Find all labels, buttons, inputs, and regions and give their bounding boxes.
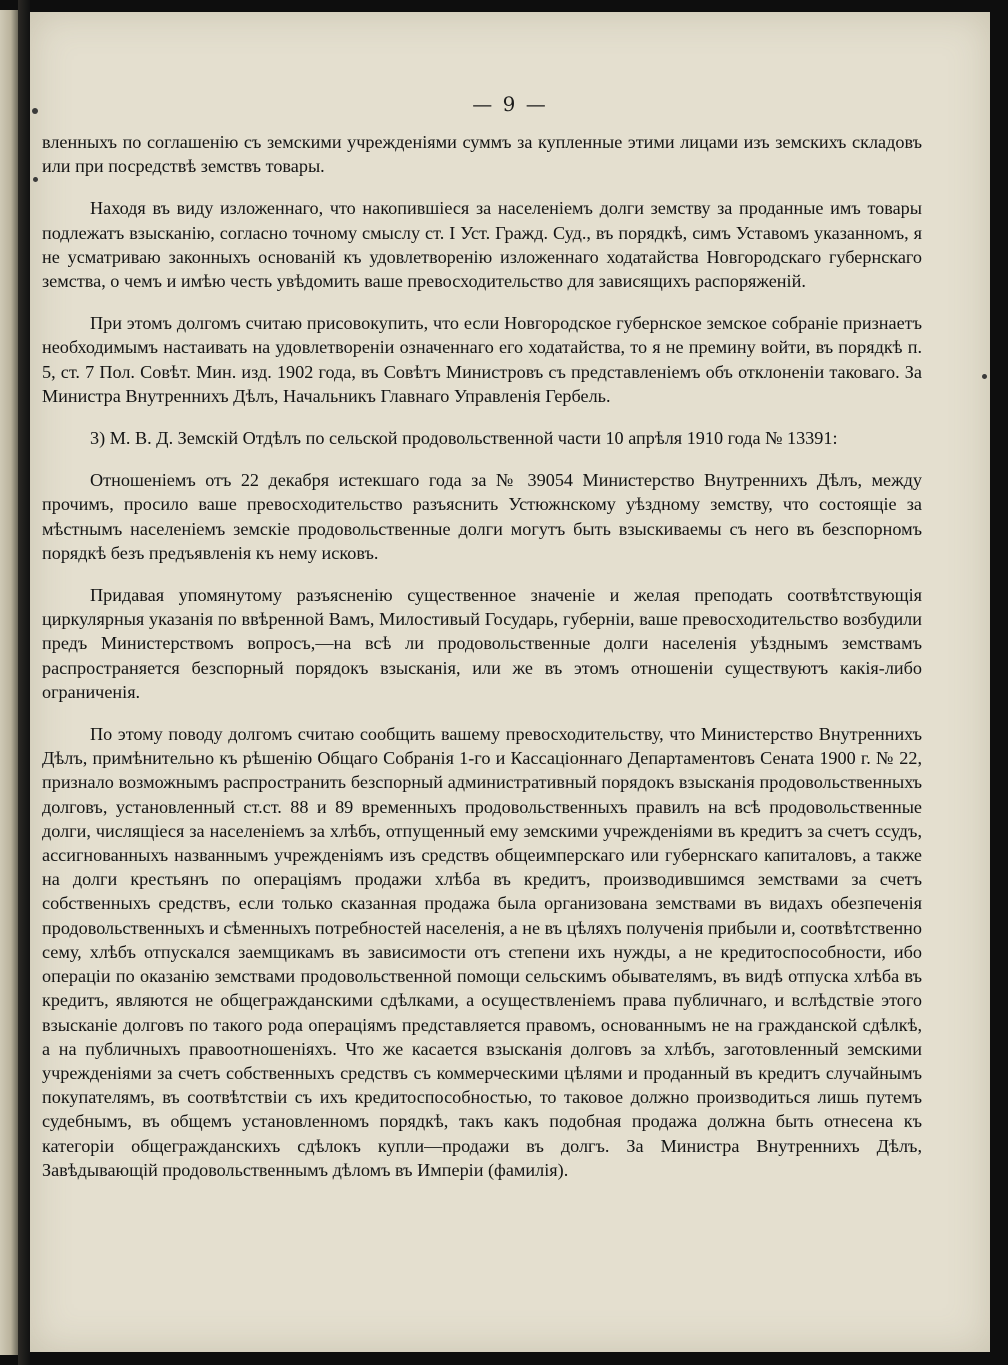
paragraph: Находя въ виду изложеннаго, что накопившіеся за населеніемъ долги земству за проданные имъ товары подлежатъ взысканію, согласно точному смыслу ст. I Уст. Гражд. Суд., въ порядкѣ, симъ Уставомъ указанномъ, я не усматриваю законныхъ основаній къ удовлетворенію изложеннаго ходатайства Новгородскаго губернскаго земства, о чемъ и имѣю честь увѣдомить ваше превосходительство для зависящихъ распоряженій.	[42, 198, 922, 292]
book-gutter	[18, 0, 30, 1365]
paragraph: Придавая упомянутому разъясненію существенное значеніе и желая преподать соотвѣтствующія циркулярныя указанія по ввѣренной Вамъ, Милостивый Государь, губерніи, ваше превосходительство возбудили предъ Министерствомъ вопросъ,—на всѣ ли продовольственные долги населенія уѣзднымъ земствамъ распространяется безспорный порядокъ взысканія, или же въ этомъ отношеніи существуютъ какія-либо ограниченія.	[42, 585, 922, 702]
paragraph: При этомъ долгомъ считаю присовокупить, что если Новгородское губернское земское собраніе признаетъ необходимымъ настаивать на удовлетвореніи означеннаго его ходатайства, то я не премину войти, въ порядкѣ п. 5, ст. 7 Пол. Совѣт. Мин. изд. 1902 года, въ Совѣтъ Министровъ съ представленіемъ объ отклоненіи таковаго. За Министра Внутреннихъ Дѣлъ, Начальникъ Главнаго Управленія Гербель.	[42, 313, 922, 406]
paragraph: Отношеніемъ отъ 22 декабря истекшаго года за № 39054 Министерство Внутреннихъ Дѣлъ, между прочимъ, просило ваше превосходительство разъяснить Устюжнскому уѣздному земству, что состоящіе за мѣстнымъ населеніемъ земскіе продовольственные долги могутъ быть взыскиваемы съ него въ безспорномъ порядкѣ безъ предъявленія къ нему исковъ.	[42, 470, 922, 563]
margin-dot-mark	[33, 177, 38, 182]
margin-dot-mark	[982, 374, 987, 379]
previous-page-edge	[0, 10, 18, 1355]
page-number: — 9 —	[472, 92, 548, 116]
document-page	[30, 12, 990, 1352]
paragraph: По этому поводу долгомъ считаю сообщить вашему превосходительству, что Министерство Внутреннихъ Дѣлъ, примѣнительно къ рѣшенію Общаго Собранія 1-го и Кассаціоннаго Департаментовъ Сената 1900 г. № 22, признало возможнымъ распространить безспорный административный порядокъ взысканія продовольственныхъ долговъ, установленный ст.ст. 88 и 89 временныхъ продовольственныхъ правилъ на всѣ продовольственные долги, числящіеся за населеніемъ за хлѣбъ, отпущенный ему земскими учрежденіями въ кредитъ за счетъ ссудъ, ассигнованныхъ названнымъ учрежденіямъ изъ средствъ общеимперскаго или губернскаго капиталовъ, а также на долги крестьянъ по операціямъ продажи хлѣба въ кредитъ, производившимся земствами за счетъ собственныхъ средствъ, если только сказанная продажа была организована земствами въ видахъ обезпеченія продовольственныхъ и сѣменныхъ потребностей населенія, а не въ цѣляхъ полученія прибыли и, соотвѣтственно сему, хлѣбъ отпускался заемщикамъ въ зависимости отъ степени ихъ нужды, а не кредитоспособности, ибо операціи по оказанію земствами продовольственной помощи сельскимъ обывателямъ, въ видѣ отпуска хлѣба въ кредитъ, являются не общегражданскими сдѣлками, а осуществленіемъ права публичнаго, и вслѣдствіе этого взысканіе долговъ по такого рода операціямъ представляется правомъ, основаннымъ не на гражданской сдѣлкѣ, а на публичныхъ правоотношеніяхъ. Что же касается взысканія долговъ за хлѣбъ, заготовленный земскими учрежденіями за счетъ собственныхъ средствъ съ коммерческими цѣлями и проданный въ кредитъ случайнымъ покупателямъ, въ соотвѣтствіи съ ихъ кредитоспособностью, то таковое должно производиться лишь путемъ судебнымъ, въ общемъ установленномъ порядкѣ, такъ какъ подобная продажа должна быть отнесена къ категоріи общегражданскихъ сдѣлокъ купли—продажи въ долгъ. За Министра Внутреннихъ Дѣлъ, Завѣдывающій продовольственнымъ дѣломъ въ Имперіи (фамилія).	[42, 724, 922, 1180]
body-text	[42, 130, 922, 1200]
document-reference-heading: 3) М. В. Д. Земскій Отдѣлъ по сельской продовольственной части 10 апрѣля 1910 года № 13391:	[90, 428, 838, 449]
paragraph-continuation: вленныхъ по соглашенію съ земскими учрежденіями суммъ за купленные этими лицами изъ земскихъ складовъ или при посредствѣ земствъ товары.	[42, 132, 922, 177]
